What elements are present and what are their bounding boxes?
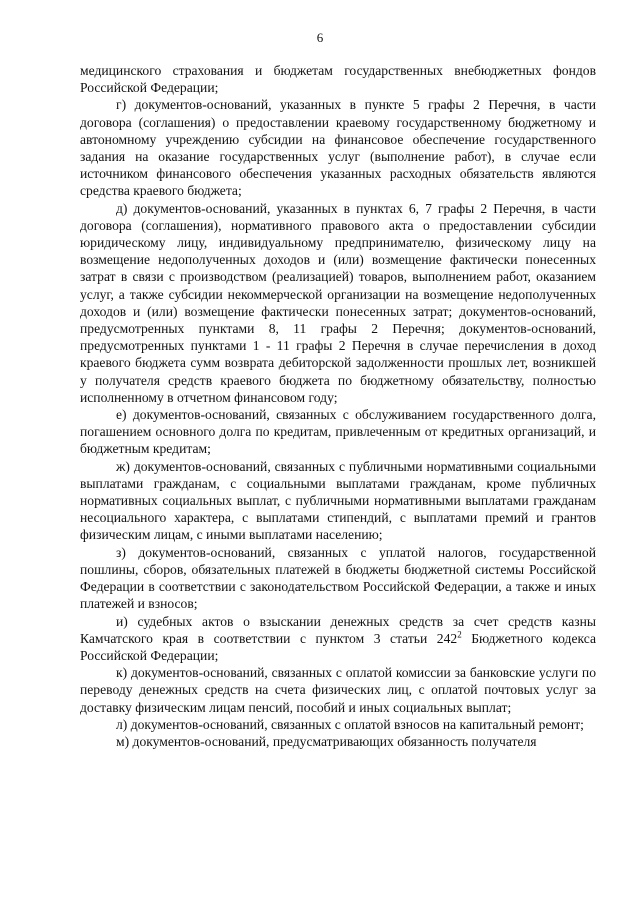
paragraph-continuation: медицинского страхования и бюджетам государственных внебюджетных фондов Российской Федерации; [80, 63, 596, 96]
document-body [80, 62, 596, 750]
paragraph-item-l: л) документов-оснований, связанных с оплатой взносов на капитальный ремонт; [116, 716, 584, 732]
paragraph-item-i [80, 613, 596, 665]
superscript-article-number: 2 [457, 629, 462, 640]
paragraph-item-g: г) документов-оснований, указанных в пункте 5 графы 2 Перечня, в части договора (соглашения) о предоставлении краевому государственному бюджетному и автономному учреждению субсидии на финансовое обеспечение государственного задания на оказание государственных услуг (выполнение работ), в случае если источником финансового обеспечения указанных расходных обязательств являются средства краевого бюджета; [80, 97, 596, 199]
paragraph-item-e: е) документов-оснований, связанных с обслуживанием государственного долга, погашением основного долга по кредитам, привлеченным от кредитных организаций, и бюджетным кредитам; [80, 407, 596, 457]
paragraph-item-z: з) документов-оснований, связанных с уплатой налогов, государственной пошлины, сборов, обязательных платежей в бюджеты бюджетной системы Российской Федерации в соответствии с законодательством Российской Федерации, а также и иных платежей и взносов; [80, 544, 596, 612]
paragraph-item-i-text-before: и) судебных актов о взыскании денежных средств за счет средств казны Камчатского края в соответствии с пунктом 3 статьи 242 [80, 613, 596, 646]
paragraph-item-i-text-after: Бюджетного кодекса Российской Федерации; [80, 630, 596, 663]
paragraph-item-zh: ж) документов-оснований, связанных с публичными нормативными социальными выплатами гражданам, с социальными выплатами гражданам, кроме публичных нормативных социальных выплат, с публичными нормативными выплатами гражданам несоциального характера, с выплатами стипендий, с выплатами премий и грантов физическим лицам, с иными выплатами населению; [80, 458, 596, 543]
paragraph-item-d: д) документов-оснований, указанных в пунктах 6, 7 графы 2 Перечня, в части договора (соглашения), нормативного правового акта о предоставлении субсидии юридическому лицу, индивидуальному предпринимателю, физическому лицу на возмещение недополученных доходов и (или) возмещение фактически понесенных затрат в связи с производством (реализацией) товаров, выполнением работ, оказанием услуг, а также субсидии некоммерческой организации на возмещение недополученных доходов и (или) возмещение фактически понесенных затрат; документов-оснований, предусмотренных пунктами 8, 11 графы 2 Перечня; документов-оснований, предусмотренных пунктами 1 - 11 графы 2 Перечня в случае перечисления в доход краевого бюджета сумм возврата дебиторской задолженности прошлых лет, возникшей у получателя средств краевого бюджета по бюджетному обязательству, полностью исполненному в отчетном финансовом году; [80, 200, 596, 405]
page-number: 6 [316, 30, 324, 45]
paragraph-item-k: к) документов-оснований, связанных с оплатой комиссии за банковские услуги по переводу денежных средств на счета физических лиц, с оплатой почтовых услуг за доставку физическим лицам пенсий, пособий и иных социальных выплат; [80, 665, 596, 715]
paragraph-item-m: м) документов-оснований, предусматривающих обязанность получателя [116, 733, 537, 749]
